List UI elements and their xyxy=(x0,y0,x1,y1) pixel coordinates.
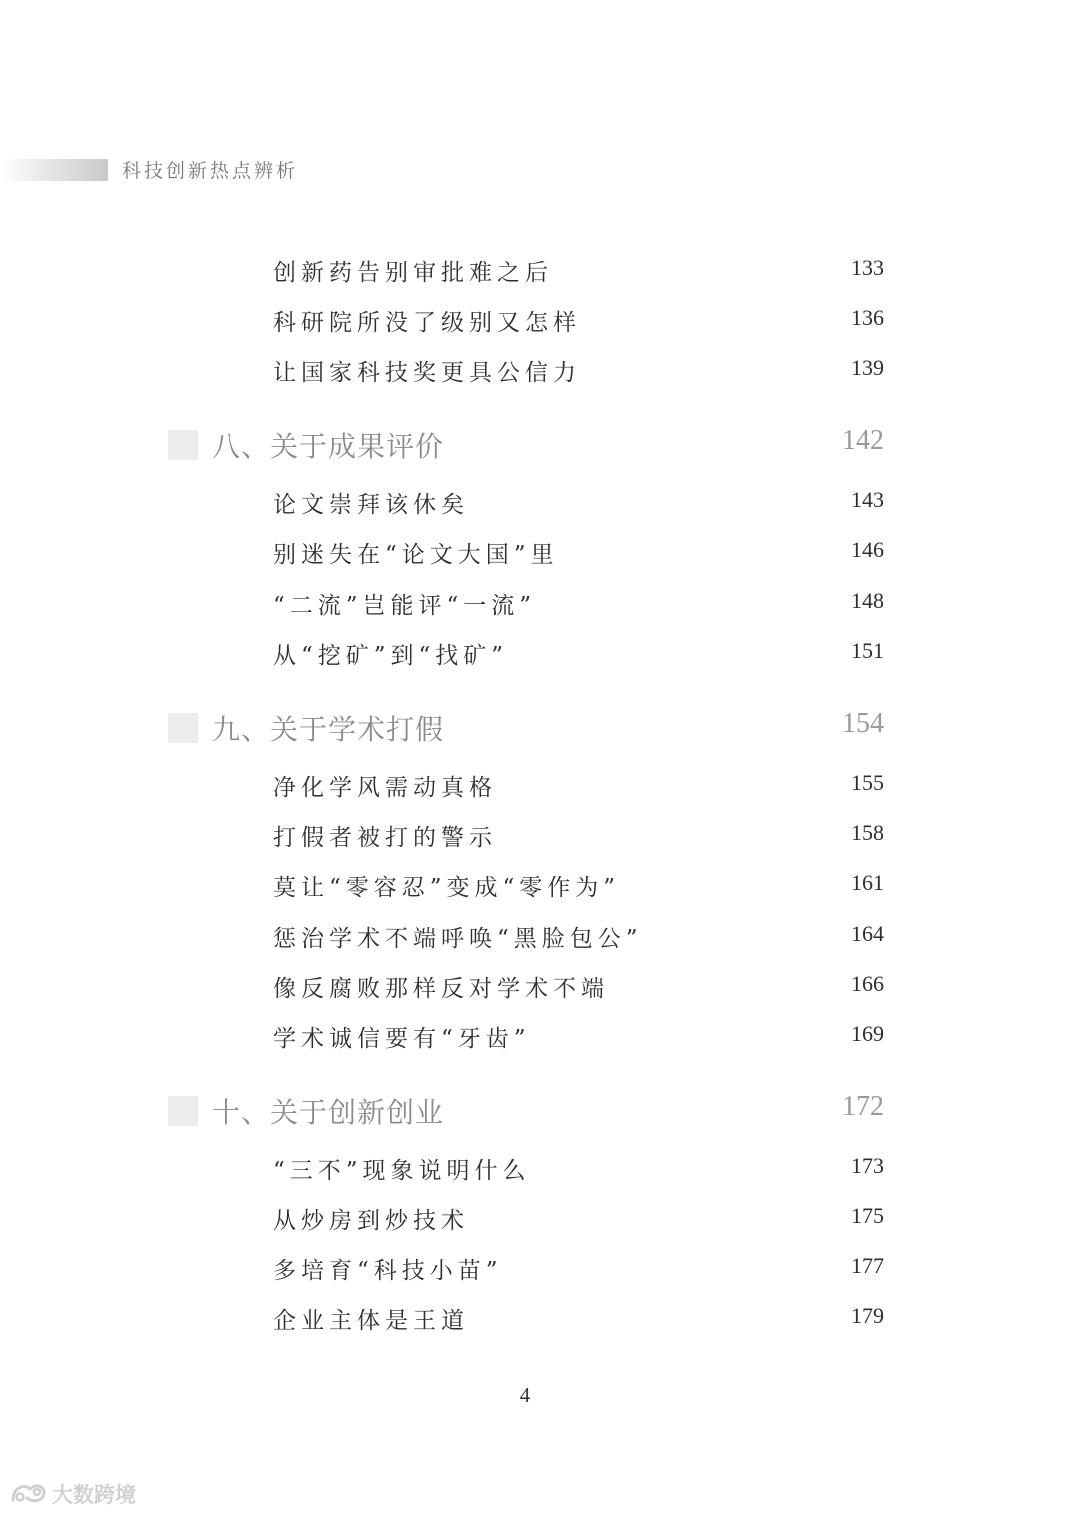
toc-entry[interactable] xyxy=(0,298,1080,338)
watermark-text: 大数跨境 xyxy=(52,1483,136,1507)
logo-icon xyxy=(10,1480,50,1506)
toc-entry-title: “二流”岂能评“一流” xyxy=(273,593,537,619)
section-marker xyxy=(168,1096,198,1126)
toc-entry-page: 146 xyxy=(851,537,884,562)
section-marker xyxy=(168,713,198,743)
toc-entry[interactable] xyxy=(0,1196,1080,1236)
toc-entry-title: 从“挖矿”到“找矿” xyxy=(273,643,509,669)
toc-entry-title: 让国家科技奖更具公信力 xyxy=(273,360,581,386)
toc-entry[interactable] xyxy=(0,914,1080,954)
toc-entry-title: 净化学风需动真格 xyxy=(273,775,497,801)
toc-entry-page: 136 xyxy=(851,305,884,330)
toc-entry-title: 学术诚信要有“牙齿” xyxy=(273,1026,531,1052)
toc-section-heading[interactable] xyxy=(0,421,1080,471)
section-page: 172 xyxy=(842,1091,884,1122)
header-gradient-bar xyxy=(0,159,108,181)
toc-entry-page: 161 xyxy=(851,870,884,895)
toc-entry-page: 158 xyxy=(851,820,884,845)
toc-entry-title: 科研院所没了级别又怎样 xyxy=(273,310,581,336)
toc-entry[interactable] xyxy=(0,763,1080,803)
section-page: 142 xyxy=(842,425,884,456)
toc-entry[interactable] xyxy=(0,631,1080,671)
toc-entry[interactable] xyxy=(0,1014,1080,1054)
toc-entry-title: 像反腐败那样反对学术不端 xyxy=(273,976,609,1002)
toc-entry-page: 179 xyxy=(851,1303,884,1328)
toc-entry[interactable] xyxy=(0,1146,1080,1186)
toc-entry-page: 175 xyxy=(851,1203,884,1228)
toc-entry-page: 151 xyxy=(851,638,884,663)
toc-entry[interactable] xyxy=(0,480,1080,520)
toc-entry-page: 148 xyxy=(851,588,884,613)
toc-entry-title: 创新药告别审批难之后 xyxy=(273,260,553,286)
toc-entry[interactable] xyxy=(0,1246,1080,1286)
toc-entry-title: 别迷失在“论文大国”里 xyxy=(273,542,559,568)
toc-entry-title: 企业主体是王道 xyxy=(273,1308,469,1334)
toc-entry[interactable] xyxy=(0,1296,1080,1336)
section-marker xyxy=(168,430,198,460)
section-page: 154 xyxy=(842,708,884,739)
toc-section-heading[interactable] xyxy=(0,704,1080,754)
toc-entry-page: 164 xyxy=(851,921,884,946)
toc-entry-title: 论文崇拜该休矣 xyxy=(273,492,469,518)
book-title: 科技创新热点辨析 xyxy=(122,160,299,182)
page-number: 4 xyxy=(519,1383,531,1407)
toc-section-heading[interactable] xyxy=(0,1087,1080,1137)
toc-entry[interactable] xyxy=(0,813,1080,853)
toc-entry[interactable] xyxy=(0,581,1080,621)
toc-entry-page: 177 xyxy=(851,1253,884,1278)
toc-entry-title: 多培育“科技小苗” xyxy=(273,1258,503,1284)
toc-entry-page: 173 xyxy=(851,1153,884,1178)
toc-entry-page: 169 xyxy=(851,1021,884,1046)
toc-entry[interactable] xyxy=(0,348,1080,388)
toc-entry-page: 139 xyxy=(851,355,884,380)
toc-entry-page: 155 xyxy=(851,770,884,795)
section-title: 十、关于创新创业 xyxy=(212,1096,445,1129)
toc-entry-title: “三不”现象说明什么 xyxy=(273,1158,531,1184)
section-title: 九、关于学术打假 xyxy=(212,713,445,746)
toc-entry-title: 惩治学术不端呼唤“黑脸包公” xyxy=(273,926,643,952)
toc-entry-page: 133 xyxy=(851,255,884,280)
toc-entry-title: 打假者被打的警示 xyxy=(273,825,497,851)
toc-entry-title: 莫让“零容忍”变成“零作为” xyxy=(273,875,621,901)
toc-entry[interactable] xyxy=(0,964,1080,1004)
toc-entry[interactable] xyxy=(0,863,1080,903)
toc-entry-page: 143 xyxy=(851,487,884,512)
running-header xyxy=(0,156,420,182)
toc-entry[interactable] xyxy=(0,248,1080,288)
toc-entry-title: 从炒房到炒技术 xyxy=(273,1208,469,1234)
toc-entry-page: 166 xyxy=(851,971,884,996)
section-title: 八、关于成果评价 xyxy=(212,430,445,463)
toc-entry[interactable] xyxy=(0,530,1080,570)
